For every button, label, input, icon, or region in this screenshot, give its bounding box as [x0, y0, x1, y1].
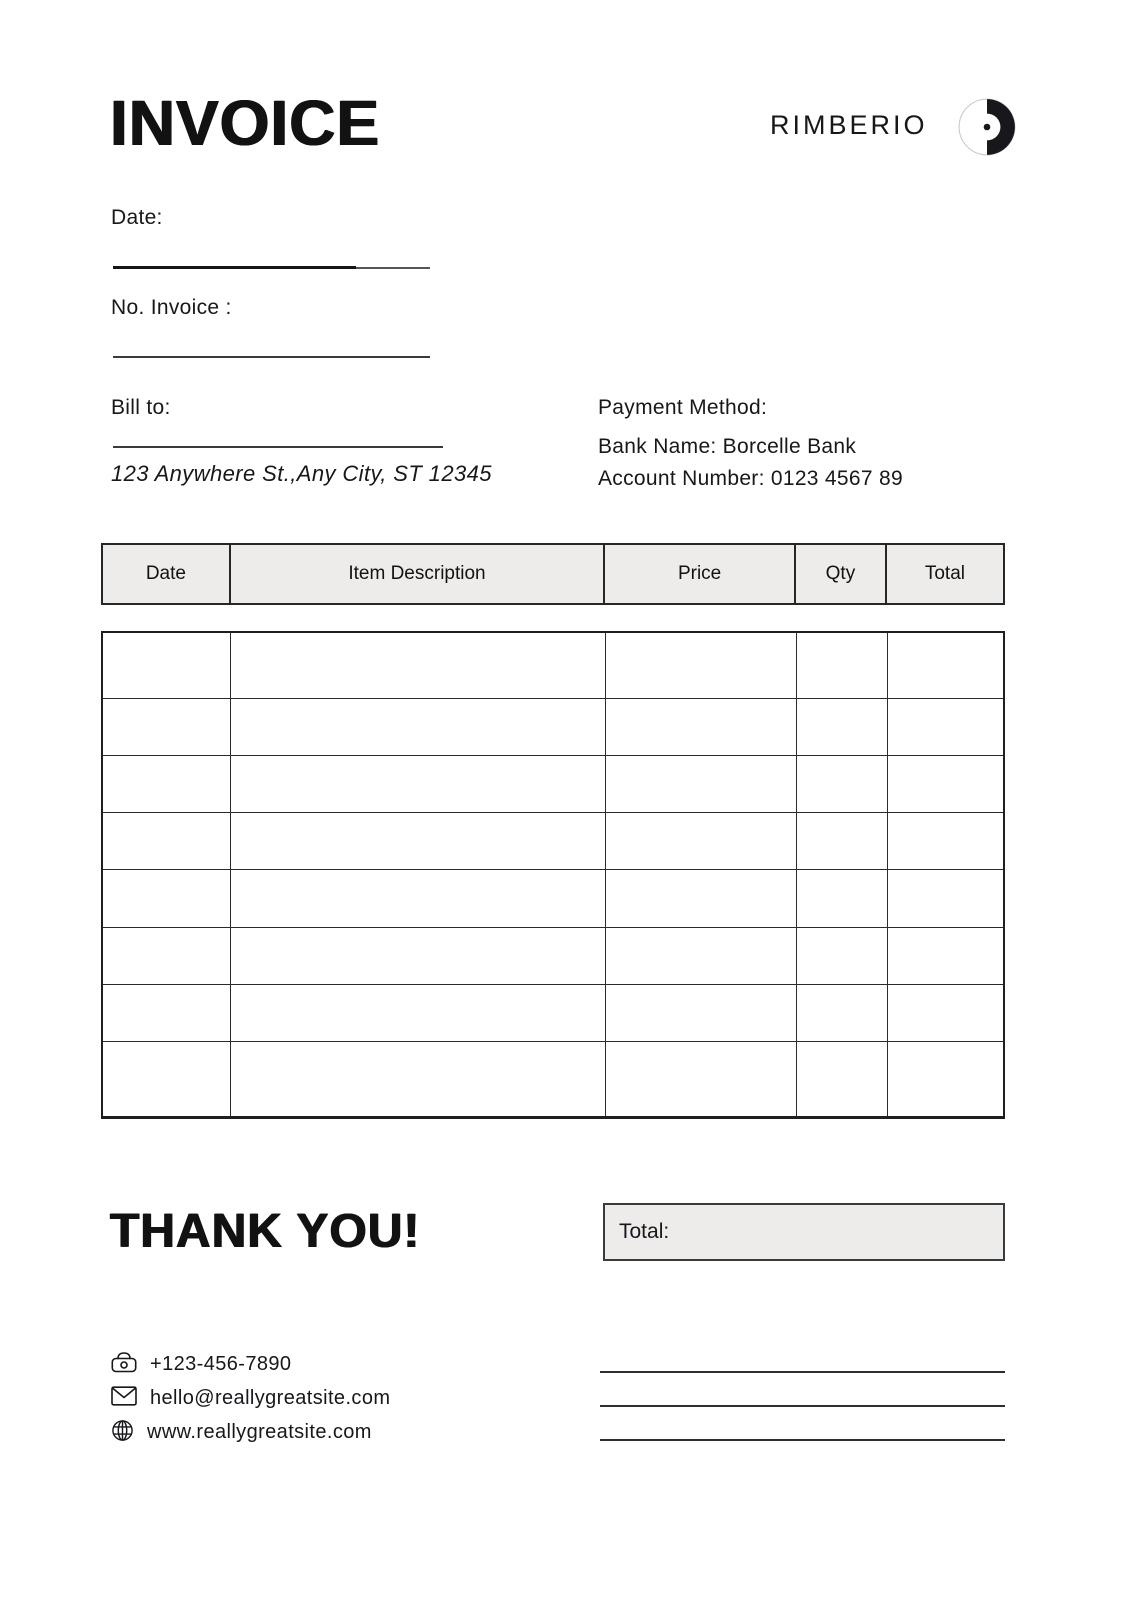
- items-empty-cell: [797, 699, 888, 756]
- items-empty-cell: [230, 699, 605, 756]
- column-header-item-description: Item Description: [231, 545, 605, 603]
- payment-method-label: Payment Method:: [598, 396, 768, 419]
- email-address: hello@reallygreatsite.com: [150, 1387, 391, 1409]
- items-empty-cell: [102, 632, 230, 699]
- brand: [770, 110, 1020, 141]
- brand-name: RIMBERIO: [770, 110, 928, 140]
- date-label: Date:: [111, 206, 163, 229]
- invoice-number-line: [113, 356, 430, 358]
- items-empty-cell: [605, 1041, 796, 1117]
- items-empty-cell: [102, 1041, 230, 1117]
- items-empty-row: [102, 927, 1004, 984]
- items-empty-cell: [797, 632, 888, 699]
- contact-row-phone: [111, 1352, 390, 1377]
- column-header-total: Total: [924, 563, 965, 584]
- items-empty-cell: [605, 870, 796, 927]
- contact-row-website: [111, 1420, 390, 1445]
- items-empty-cell: [102, 756, 230, 813]
- items-empty-cell: [888, 756, 1004, 813]
- items-empty-cell: [888, 699, 1004, 756]
- globe-icon: [111, 1419, 134, 1447]
- column-header-price: Price: [605, 545, 796, 603]
- items-body-rows: [102, 632, 1004, 1118]
- items-empty-cell: [230, 1041, 605, 1117]
- contact-block: [111, 1352, 390, 1445]
- contact-row-email: [111, 1386, 390, 1411]
- invoice-number-label: No. Invoice :: [111, 296, 232, 319]
- column-header-date: Date: [103, 545, 231, 603]
- phone-number: +123-456-7890: [150, 1353, 292, 1375]
- items-empty-cell: [605, 984, 796, 1041]
- items-empty-cell: [230, 870, 605, 927]
- account-number: Account Number: 0123 4567 89: [598, 467, 903, 490]
- signature-line: [600, 1439, 1005, 1441]
- items-empty-cell: [230, 632, 605, 699]
- items-empty-cell: [605, 927, 796, 984]
- items-empty-cell: [230, 927, 605, 984]
- items-empty-cell: [102, 699, 230, 756]
- envelope-icon: [111, 1386, 137, 1411]
- items-empty-cell: [230, 756, 605, 813]
- thank-you-text: THANK YOU!: [110, 1205, 421, 1258]
- bill-to-address: 123 Anywhere St.,Any City, ST 12345: [111, 461, 492, 486]
- items-body: [101, 631, 1005, 1119]
- signature-line: [600, 1371, 1005, 1373]
- items-table-header: [101, 543, 1005, 605]
- bill-to-label: Bill to:: [111, 396, 171, 419]
- items-empty-cell: [605, 813, 796, 870]
- page-title: INVOICE: [110, 87, 381, 159]
- items-empty-row: [102, 756, 1004, 813]
- items-empty-cell: [797, 984, 888, 1041]
- website-url: www.reallygreatsite.com: [147, 1421, 372, 1443]
- items-empty-cell: [230, 984, 605, 1041]
- items-empty-cell: [888, 1041, 1004, 1117]
- signature-line: [600, 1405, 1005, 1407]
- items-empty-row: [102, 870, 1004, 927]
- items-empty-row: [102, 632, 1004, 699]
- total-box: [603, 1203, 1005, 1261]
- items-empty-cell: [797, 813, 888, 870]
- phone-icon: [111, 1350, 137, 1379]
- total-label: Total:: [619, 1220, 670, 1243]
- items-empty-cell: [888, 984, 1004, 1041]
- items-empty-cell: [102, 870, 230, 927]
- signature-lines: [600, 1371, 1005, 1441]
- items-empty-cell: [888, 632, 1004, 699]
- items-empty-cell: [797, 870, 888, 927]
- items-empty-cell: [797, 1041, 888, 1117]
- items-empty-cell: [230, 813, 605, 870]
- items-empty-row: [102, 813, 1004, 870]
- bill-to-line: [113, 446, 443, 448]
- items-empty-row: [102, 984, 1004, 1041]
- items-empty-cell: [605, 756, 796, 813]
- date-line-bold: [113, 266, 356, 269]
- crescent-circle-logo-icon: [956, 96, 1018, 158]
- items-empty-cell: [888, 870, 1004, 927]
- items-empty-cell: [888, 927, 1004, 984]
- items-empty-cell: [102, 984, 230, 1041]
- items-empty-cell: [102, 813, 230, 870]
- items-empty-cell: [888, 813, 1004, 870]
- items-empty-cell: [605, 632, 796, 699]
- bank-name: Bank Name: Borcelle Bank: [598, 435, 857, 458]
- items-empty-cell: [102, 927, 230, 984]
- items-empty-cell: [797, 927, 888, 984]
- items-empty-row: [102, 1041, 1004, 1117]
- column-header-qty: Qty: [796, 545, 887, 603]
- items-empty-row: [102, 699, 1004, 756]
- items-empty-cell: [605, 699, 796, 756]
- items-empty-cell: [797, 756, 888, 813]
